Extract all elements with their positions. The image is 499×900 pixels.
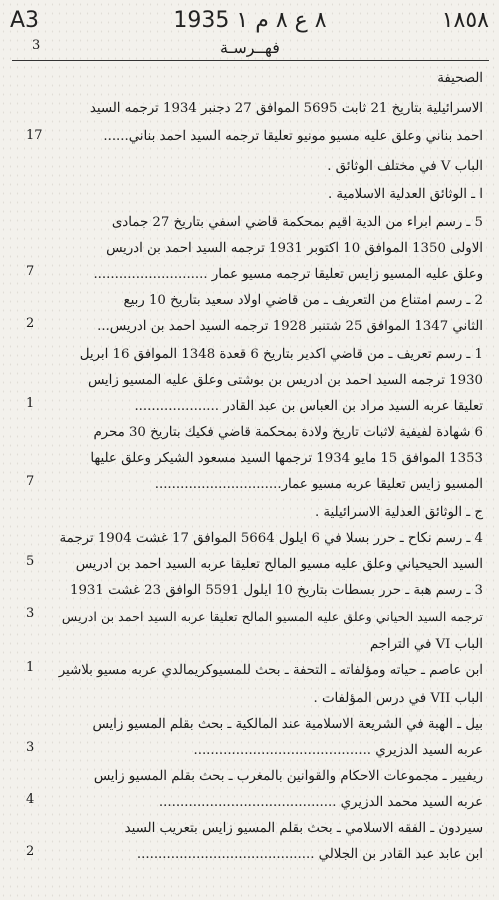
page-reference: 3 bbox=[26, 606, 35, 621]
page-reference: 2 bbox=[26, 316, 35, 331]
toc-line: بيل ـ الهبة في الشريعة الاسلامية عند المالكية ـ بحث بقلم المسيو زايس bbox=[92, 717, 483, 732]
toc-line: الاولى 1350 الموافق 10 اكتوبر 1931 ترجمه السيد احمد بن ادريس bbox=[106, 241, 483, 256]
toc-line: احمد بناني وعلق عليه مسيو مونيو تعليقا ترجمه السيد احمد بناني...... bbox=[103, 129, 483, 144]
toc-line: ريفيير ـ مجموعات الاحكام والقوانين بالمغرب ـ بحث بقلم المسيو زايس bbox=[93, 769, 483, 784]
toc-line: ابن عابد عبد القادر بن الجلالي .......................................... bbox=[136, 847, 483, 862]
page-reference: 4 bbox=[26, 792, 35, 807]
toc-line: 4 ـ رسم نكاح ـ حرر بسلا في 6 ايلول 5664 الموافق 17 غشت 1904 ترجمة bbox=[59, 531, 483, 546]
page-title: فهــرسـة bbox=[220, 38, 280, 57]
toc-line: 5 ـ رسم ابراء من الدية اقيم بمحكمة قاضي اسفي بتاريخ 27 جمادى bbox=[111, 215, 483, 230]
toc-line: ترجمه السيد الحياني وعلق عليه المسيو المالح تعليقا عربه السيد احمد بن ادريس bbox=[61, 609, 483, 624]
handwritten-archive-code: A3 bbox=[10, 8, 40, 33]
toc-line: الباب V في مختلف الوثائق . bbox=[327, 159, 483, 174]
toc-line: تعليقا عربه السيد مراد بن العباس بن عبد القادر .................... bbox=[134, 399, 483, 414]
toc-line: 2 ـ رسم امتناع من التعريف ـ من قاضي اولاد سعيد بتاريخ 10 ربيع bbox=[123, 293, 483, 308]
handwritten-serial: ١٨٥٨ bbox=[441, 8, 489, 33]
toc-line: وعلق عليه المسيو زايس تعليقا ترجمه مسيو عمار ........................... bbox=[93, 267, 483, 282]
page-reference: 7 bbox=[26, 474, 35, 489]
toc-line: الثاني 1347 الموافق 25 شتنبر 1928 ترجمه السيد احمد بن ادريس... bbox=[97, 319, 483, 334]
toc-line: 6 شهادة لفيفية لاثبات تاريخ ولادة بمحكمة قاضي فكيك بتاريخ 30 محرم bbox=[93, 425, 483, 440]
handwritten-date: ٨ ع ٨ م ١ 1935 bbox=[173, 8, 327, 33]
header-rule bbox=[12, 60, 489, 61]
toc-line: 1930 ترجمه السيد احمد بن ادريس بن بوشتى وعلق عليه المسيو زايس bbox=[87, 373, 483, 388]
toc-line: المسيو زايس تعليقا عربه مسيو عمار.............................. bbox=[154, 477, 483, 492]
page-reference: 5 bbox=[26, 554, 35, 569]
toc-line: 1 ـ رسم تعريف ـ من قاضي اكدير بتاريخ 6 قعدة 1348 الموافق 16 ابريل bbox=[79, 347, 483, 362]
toc-line: الباب VII في درس المؤلفات . bbox=[313, 691, 483, 706]
toc-line: ا ـ الوثائق العدلية الاسلامية . bbox=[327, 187, 483, 202]
toc-line: ابن عاصم ـ حياته ومؤلفاته ـ التحفة ـ بحث للمسيوكريمالدي عربه مسيو بلاشير bbox=[58, 663, 483, 678]
page-reference: 17 bbox=[26, 128, 43, 143]
toc-line: 1353 الموافق 15 مايو 1934 ترجمها السيد مسعود الشيكر وعلق عليها bbox=[90, 451, 483, 466]
toc-line: عربه السيد الدزيري .......................................... bbox=[193, 743, 483, 758]
page-reference: 3 bbox=[26, 740, 35, 755]
toc-line: السيد الحيحياني وعلق عليه مسيو المالح تعليقا عربه السيد احمد بن ادريس bbox=[75, 557, 483, 572]
toc-line: سيردون ـ الفقه الاسلامي ـ بحث بقلم المسيو زايس بتعريب السيد bbox=[124, 821, 483, 836]
toc-line: ج ـ الوثائق العدلية الاسرائيلية . bbox=[314, 505, 483, 520]
page-reference: 1 bbox=[26, 396, 35, 411]
toc-line: عربه السيد محمد الدزيري .......................................... bbox=[158, 795, 483, 810]
toc-line: الباب VI في التراجم bbox=[369, 637, 483, 652]
page-reference: 2 bbox=[26, 844, 35, 859]
toc-line: 3 ـ رسم هبة ـ حرر بسطات بتاريخ 10 ايلول 5591 الوافق 23 غشت 1931 bbox=[70, 583, 483, 598]
page-number: 3 bbox=[32, 38, 41, 53]
toc-line: الصحيفة bbox=[437, 71, 483, 86]
page-reference: 7 bbox=[26, 264, 35, 279]
toc-line: الاسرائيلية بتاريخ 21 ثابت 5695 الموافق 27 دجنبر 1934 ترجمه السيد bbox=[89, 101, 483, 116]
page-reference: 1 bbox=[26, 660, 35, 675]
